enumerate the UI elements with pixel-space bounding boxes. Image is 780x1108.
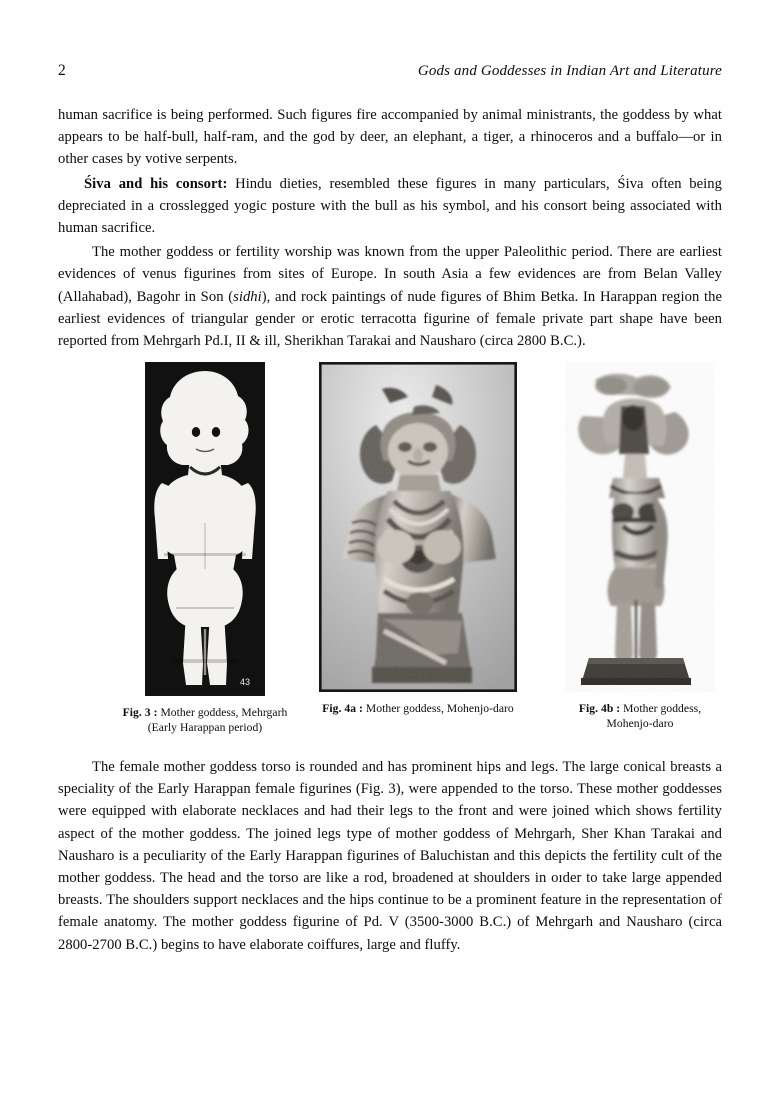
standing-mother-goddess-figurine	[565, 362, 715, 692]
figure-4a-caption-label: Fig. 4a :	[322, 702, 363, 715]
body-text-upper	[58, 104, 722, 352]
paragraph-3-text-a: The mother goddess or fertility worship was known from the upper Paleolithic period. There are earliest evidences of venus figurines from sites of Europe. In south Asia a few evidences are from Belan Valley (Allahabad), Bagohr in Son (	[58, 244, 722, 305]
figure-3-caption-text: Mother goddess, Mehrgarh (Early Harappan period)	[147, 706, 288, 734]
paragraph-2	[58, 173, 722, 240]
paragraph-4-text: The female mother goddess torso is rounded and has prominent hips and legs. The large conical breasts a speciality of the Early Harappan female figurines (Fig. 3), were appended to the torso. These mother goddesses were equipped with elaborate necklaces and had their legs to the front and were joined which shows fertility aspect of the mother goddess. The joined legs type of mother goddess of Mehrgarh, Sher Khan Tarakai and Nausharo is a peculiarity of the Early Harappan figurines of Baluchistan and this depicts the fertility cult of the mother goddess. The head and the torso are like a rod, broadened at shoulders in oıder to take large appended breasts. The shoulders support necklaces and the hips continue to be a prominent feature in the representation of female anatomy. The mother goddess figurine of Pd. V (3500-3000 B.C.) of Mehrgarh and Nausharo (circa 2800-2700 B.C.) begins to have elaborate coiffures, large and fluffy.	[58, 759, 722, 953]
figure-4b-caption	[558, 701, 722, 731]
mehrgarh-figurine-illustration	[146, 363, 264, 695]
paragraph-4	[58, 756, 722, 956]
body-text-lower	[58, 756, 722, 956]
siva-consort-lead: Śiva and his consort:	[84, 175, 228, 192]
figure-3	[112, 362, 298, 735]
figure-3-image	[145, 362, 265, 696]
page-number: 2	[58, 62, 66, 79]
figure-4a-caption-text: Mother goddess, Mohenjo-daro	[362, 702, 514, 715]
figure-4b-caption-text: Mother goddess, Mohenjo-daro	[606, 702, 702, 730]
paragraph-3-text-b: ), and rock paintings of nude figures of Bhim Betka. In Harappan region the earliest evidences of triangular gender or erotic terracotta figurine of female private part shape have been reported from Mehrgarh Pd.I, II & ill, Sherikhan Tarakai and Nausharo (circa 2800 B.C.).	[58, 288, 722, 350]
paragraph-3	[58, 241, 722, 352]
figure-4b-caption-label: Fig. 4b :	[578, 702, 621, 715]
figure-3-caption-label: Fig. 3 :	[122, 706, 158, 719]
paragraph-2-text: Hindu dieties, resembled these figures in many particulars, Śiva often being depreciated in a crosslegged yogic posture with the bull as his symbol, and his consort being associated with human sacrifice.	[58, 175, 722, 237]
figure-4a-image	[319, 362, 517, 692]
paragraph-1	[58, 104, 722, 171]
running-head	[58, 62, 722, 84]
figure-4b-image	[565, 362, 715, 692]
figure-3-plate-number: 43	[239, 677, 250, 687]
sidhi-italic: sidhi	[233, 288, 262, 305]
paragraph-1-text: human sacrifice is being performed. Such figures fire accompanied by animal ministrants, the goddess by what appears to be half-bull, half-ram, and the god by deer, an elephant, a tiger, a rhinoceros and a buffalo—or in other cases by votive serpents.	[58, 107, 722, 168]
running-title: Gods and Goddesses in Indian Art and Literature	[417, 63, 722, 79]
figure-band	[58, 362, 722, 752]
figure-4a	[302, 362, 534, 716]
mohenjodaro-torso-photograph	[320, 363, 516, 691]
figure-4a-caption	[302, 701, 534, 716]
figure-3-caption	[112, 705, 298, 735]
figure-4b	[558, 362, 722, 731]
